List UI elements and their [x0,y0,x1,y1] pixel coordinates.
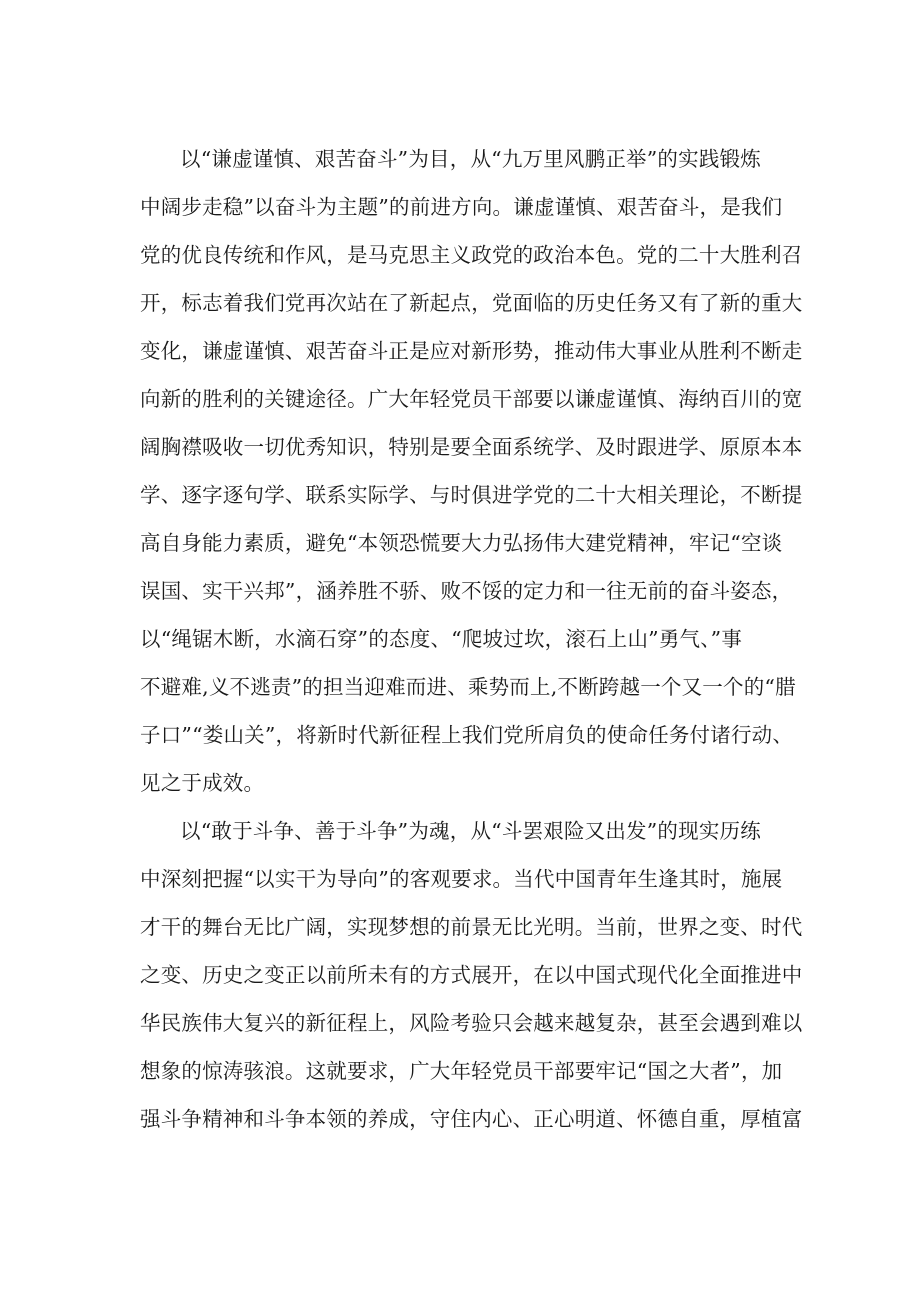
paragraph-1-line-4: 开，标志着我们党再次站在了新起点，党面临的历史任务又有了新的重大 [140,291,803,315]
paragraph-1-line-7: 阔胸襟吸收一切优秀知识，特别是要全面系统学、及时跟进学、原原本本 [140,435,803,459]
paragraph-1-line-8: 学、逐字逐句学、联系实际学、与时俱进学党的二十大相关理论，不断提 [140,483,803,507]
paragraph-2-line-5: 华民族伟大复兴的新征程上，风险考验只会越来越复杂，甚至会遇到难以 [140,1011,803,1035]
document-body [140,135,803,1143]
paragraph-1-line-3: 党的优良传统和作风，是马克思主义政党的政治本色。党的二十大胜利召 [140,243,803,267]
paragraph-1-line-10: 误国、实干兴邦”，涵养胜不骄、败不馁的定力和一往无前的奋斗姿态， [140,579,793,603]
paragraph-2-line-7: 强斗争精神和斗争本领的养成，守住内心、正心明道、怀德自重，厚植富 [140,1107,803,1131]
paragraph-2-line-3: 才干的舞台无比广阔，实现梦想的前景无比光明。当前，世界之变、时代 [140,915,803,939]
paragraph-1-line-1: 以“谦虚谨慎、艰苦奋斗”为目，从“九万里风鹏正举”的实践锻炼 [180,147,761,171]
paragraph-1-line-5: 变化，谦虚谨慎、艰苦奋斗正是应对新形势，推动伟大事业从胜利不断走 [140,339,803,363]
paragraph-2-line-2: 中深刻把握“以实干为导向”的客观要求。当代中国青年生逢其时，施展 [140,867,783,891]
paragraph-1-line-13: 子口”“娄山关”，将新时代新征程上我们党所肩负的使命任务付诸行动、 [140,723,794,747]
paragraph-1-line-12: 不避难,义不逃责”的担当迎难而进、乘势而上,不断跨越一个又一个的“腊 [140,675,796,699]
paragraph-1-line-9: 高自身能力素质，避免“本领恐慌要大力弘扬伟大建党精神，牢记“空谈 [140,531,783,555]
paragraph-1-line-11: 以“绳锯木断，水滴石穿”的态度、“爬坡过坎，滚石上山”勇气、”事 [140,627,743,651]
paragraph-1-line-2: 中阔步走稳”以奋斗为主题”的前进方向。谦虚谨慎、艰苦奋斗，是我们 [140,195,783,219]
paragraph-1-line-14: 见之于成效。 [140,771,265,795]
paragraph-2-line-4: 之变、历史之变正以前所未有的方式展开，在以中国式现代化全面推进中 [140,963,803,987]
paragraph-2-line-6: 想象的惊涛骇浪。这就要求，广大年轻党员干部要牢记“国之大者”，加 [140,1059,783,1083]
paragraph-1-line-6: 向新的胜利的关键途径。广大年轻党员干部要以谦虚谨慎、海纳百川的宽 [140,387,803,411]
paragraph-2-line-1: 以“敢于斗争、善于斗争”为魂，从“斗罢艰险又出发”的现实历练 [180,819,761,843]
